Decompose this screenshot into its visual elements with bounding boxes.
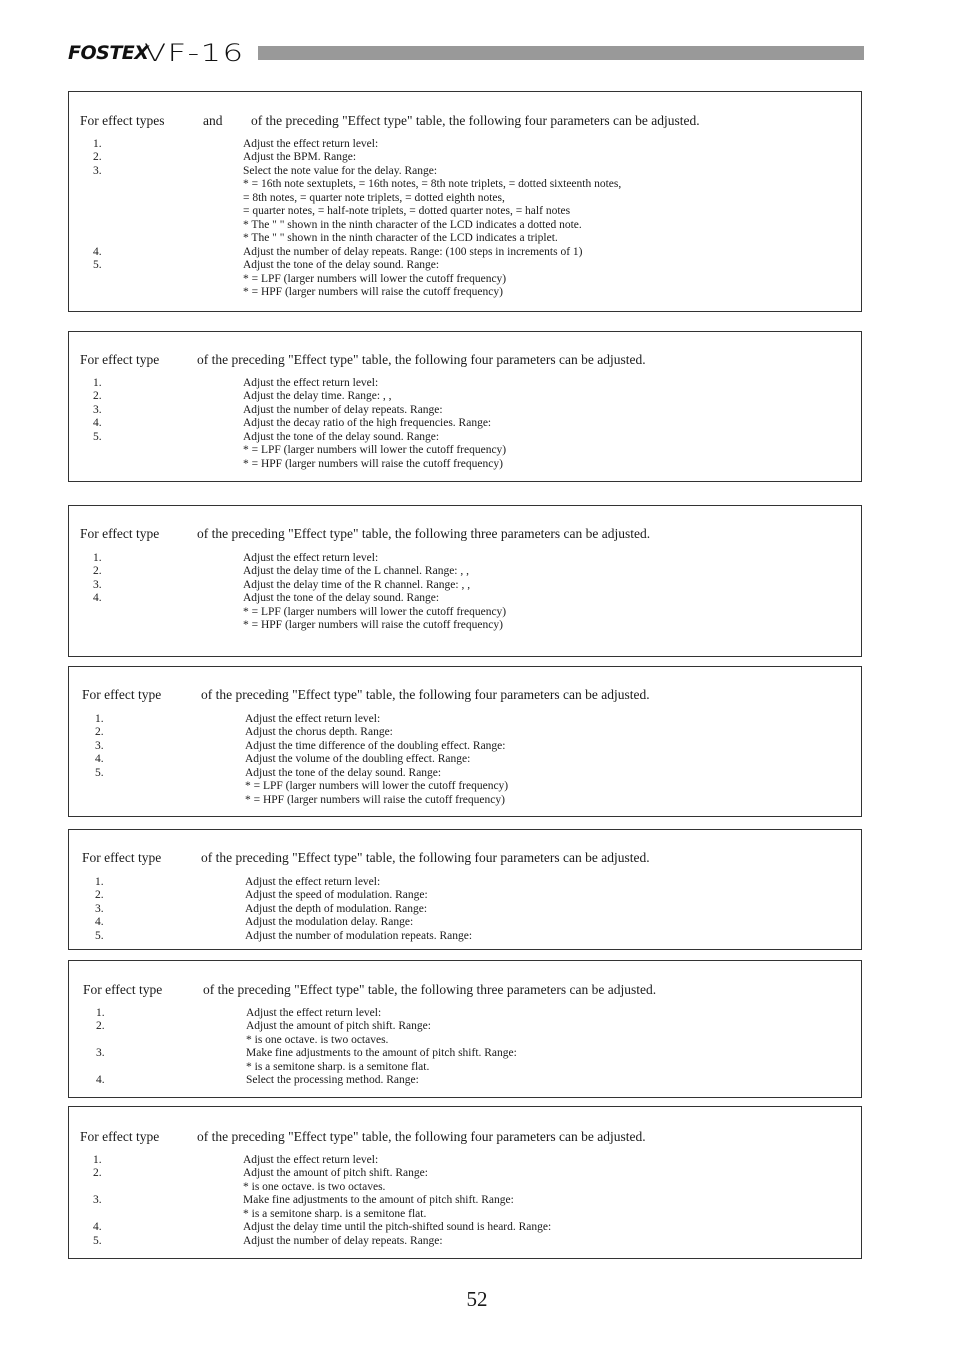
parameter-section-4 [68, 666, 862, 817]
item-note: = 8th notes, = quarter note triplets, = dotted eighth notes, [243, 191, 505, 204]
item-note: * is one octave. is two octaves. [243, 1180, 386, 1193]
item-text: Adjust the effect return level: [243, 138, 379, 150]
item-note: * = HPF (larger numbers will raise the cutoff frequency) [243, 457, 503, 470]
item-number: 5. [93, 1234, 102, 1247]
item-text: Adjust the number of delay repeats. Range: [243, 1234, 443, 1247]
item-number: 2. [93, 1167, 102, 1180]
item-number: 5. [95, 929, 104, 942]
intro-text-c: of the preceding "Effect type" table, the following three parameters can be adjusted. [203, 982, 657, 997]
item-number: 2. [96, 1020, 105, 1033]
intro-text-b: and [203, 113, 223, 128]
item-text: Adjust the time difference of the doubling effect. Range: [245, 739, 506, 752]
item-number: 3. [95, 902, 104, 915]
item-note: * = LPF (larger numbers will lower the cutoff frequency) [243, 605, 507, 618]
item-text: Adjust the amount of pitch shift. Range: [246, 1020, 431, 1033]
item-number: 1. [95, 713, 104, 725]
item-text: Adjust the tone of the delay sound. Range: [245, 766, 442, 779]
item-number: 1. [93, 552, 102, 564]
parameter-section-7 [68, 1106, 862, 1259]
item-note: * = 16th note sextuplets, = 16th notes, = 8th note triplets, = dotted sixteenth notes, [243, 178, 622, 191]
item-number: 2. [95, 726, 104, 739]
item-text: Adjust the tone of the delay sound. Range: [243, 259, 440, 272]
item-number: 2. [95, 889, 104, 902]
item-text: Adjust the effect return level: [243, 552, 379, 564]
item-number: 1. [93, 377, 102, 389]
item-number: 2. [93, 390, 102, 403]
intro-text-c: of the preceding "Effect type" table, the following four parameters can be adjusted. [201, 850, 650, 865]
item-number: 3. [95, 739, 104, 752]
item-number: 1. [95, 876, 104, 888]
item-number: 1. [93, 1154, 102, 1166]
item-number: 2. [93, 151, 102, 164]
intro-text-a: For effect types [80, 113, 165, 128]
item-number: 4. [93, 245, 102, 258]
item-text: Adjust the decay ratio of the high frequencies. Range: [243, 417, 492, 430]
item-note: * The " " shown in the ninth character of the LCD indicates a triplet. [243, 232, 558, 245]
item-number: 3. [93, 578, 102, 591]
item-text: Adjust the delay time. Range: , , [243, 390, 392, 403]
parameter-section-3 [68, 505, 862, 657]
parameter-section-6 [68, 960, 862, 1098]
intro-text-a: For effect type [80, 526, 160, 541]
item-text: Adjust the delay time of the L channel. Range: , , [243, 565, 469, 578]
intro-text-c: of the preceding "Effect type" table, the following four parameters can be adjusted. [201, 687, 650, 702]
intro-text-c: of the preceding "Effect type" table, the following three parameters can be adjusted. [197, 526, 651, 541]
item-number: 2. [93, 565, 102, 578]
item-text: Adjust the effect return level: [245, 876, 381, 888]
item-number: 4. [95, 916, 104, 929]
item-text: Adjust the delay time until the pitch-shifted sound is heard. Range: [243, 1221, 552, 1234]
intro-text-a: For effect type [80, 352, 160, 367]
item-number: 4. [96, 1074, 105, 1087]
item-text: Adjust the BPM. Range: [243, 151, 357, 164]
item-number: 5. [93, 259, 102, 272]
item-number: 5. [93, 430, 102, 443]
item-number: 4. [93, 1221, 102, 1234]
item-number: 4. [93, 417, 102, 430]
item-text: Make fine adjustments to the amount of pitch shift. Range: [246, 1047, 517, 1060]
item-text: Adjust the effect return level: [243, 377, 379, 389]
item-number: 3. [93, 403, 102, 416]
item-note: * = HPF (larger numbers will raise the cutoff frequency) [243, 285, 503, 298]
intro-text-c: of the preceding "Effect type" table, the following four parameters can be adjusted. [251, 113, 700, 128]
item-text: Adjust the volume of the doubling effect. Range: [245, 753, 471, 766]
item-number: 1. [93, 138, 102, 150]
item-number: 3. [96, 1047, 105, 1060]
item-text: Adjust the amount of pitch shift. Range: [243, 1167, 428, 1180]
item-note: * = LPF (larger numbers will lower the cutoff frequency) [243, 444, 507, 457]
item-text: Adjust the effect return level: [245, 713, 381, 725]
item-note: * = HPF (larger numbers will raise the cutoff frequency) [243, 619, 503, 632]
intro-text-a: For effect type [80, 1129, 160, 1144]
item-text: Adjust the modulation delay. Range: [245, 916, 414, 929]
intro-text-a: For effect type [82, 687, 162, 702]
item-note: * = LPF (larger numbers will lower the cutoff frequency) [245, 780, 509, 793]
item-note: * The " " shown in the ninth character of the LCD indicates a dotted note. [243, 218, 582, 231]
item-text: Adjust the depth of modulation. Range: [245, 902, 428, 915]
page-number: 52 [466, 1287, 488, 1311]
item-number: 4. [93, 592, 102, 605]
item-note: * = HPF (larger numbers will raise the cutoff frequency) [245, 793, 505, 806]
parameter-section-2 [68, 331, 862, 482]
parameter-section-1 [68, 91, 862, 312]
item-text: Adjust the number of delay repeats. Range: (100 steps in increments of 1) [243, 245, 583, 258]
item-number: 3. [93, 1194, 102, 1207]
item-text: Adjust the effect return level: [246, 1007, 382, 1019]
page-header [68, 40, 864, 68]
item-text: Select the processing method. Range: [246, 1074, 419, 1087]
item-text: Adjust the number of delay repeats. Range: [243, 403, 443, 416]
intro-text-c: of the preceding "Effect type" table, the following four parameters can be adjusted. [197, 1129, 646, 1144]
parameter-section-5 [68, 829, 862, 950]
item-number: 3. [93, 164, 102, 177]
item-number: 4. [95, 753, 104, 766]
item-note: * is one octave. is two octaves. [246, 1033, 389, 1046]
item-note: * is a semitone sharp. is a semitone flat. [246, 1060, 430, 1073]
item-text: Adjust the number of modulation repeats. Range: [245, 929, 473, 942]
item-text: Adjust the speed of modulation. Range: [245, 889, 428, 902]
item-text: Adjust the effect return level: [243, 1154, 379, 1166]
item-text: Adjust the chorus depth. Range: [245, 726, 393, 739]
item-text: Make fine adjustments to the amount of pitch shift. Range: [243, 1194, 514, 1207]
item-text: Adjust the tone of the delay sound. Range: [243, 592, 440, 605]
intro-text-a: For effect type [82, 850, 162, 865]
header-bar [258, 46, 864, 60]
item-text: Select the note value for the delay. Range: [243, 164, 438, 177]
model-logo: VF-16 [144, 39, 245, 67]
item-number: 5. [95, 766, 104, 779]
intro-text-c: of the preceding "Effect type" table, the following four parameters can be adjusted. [197, 352, 646, 367]
intro-text-a: For effect type [83, 982, 163, 997]
brand-logo: FOSTEX [68, 42, 149, 64]
item-text: Adjust the tone of the delay sound. Range: [243, 430, 440, 443]
item-note: = quarter notes, = half-note triplets, = dotted quarter notes, = half notes [243, 205, 571, 218]
item-note: * = LPF (larger numbers will lower the cutoff frequency) [243, 272, 507, 285]
item-number: 1. [96, 1007, 105, 1019]
item-note: * is a semitone sharp. is a semitone flat. [243, 1207, 427, 1220]
item-text: Adjust the delay time of the R channel. Range: , , [243, 578, 471, 591]
